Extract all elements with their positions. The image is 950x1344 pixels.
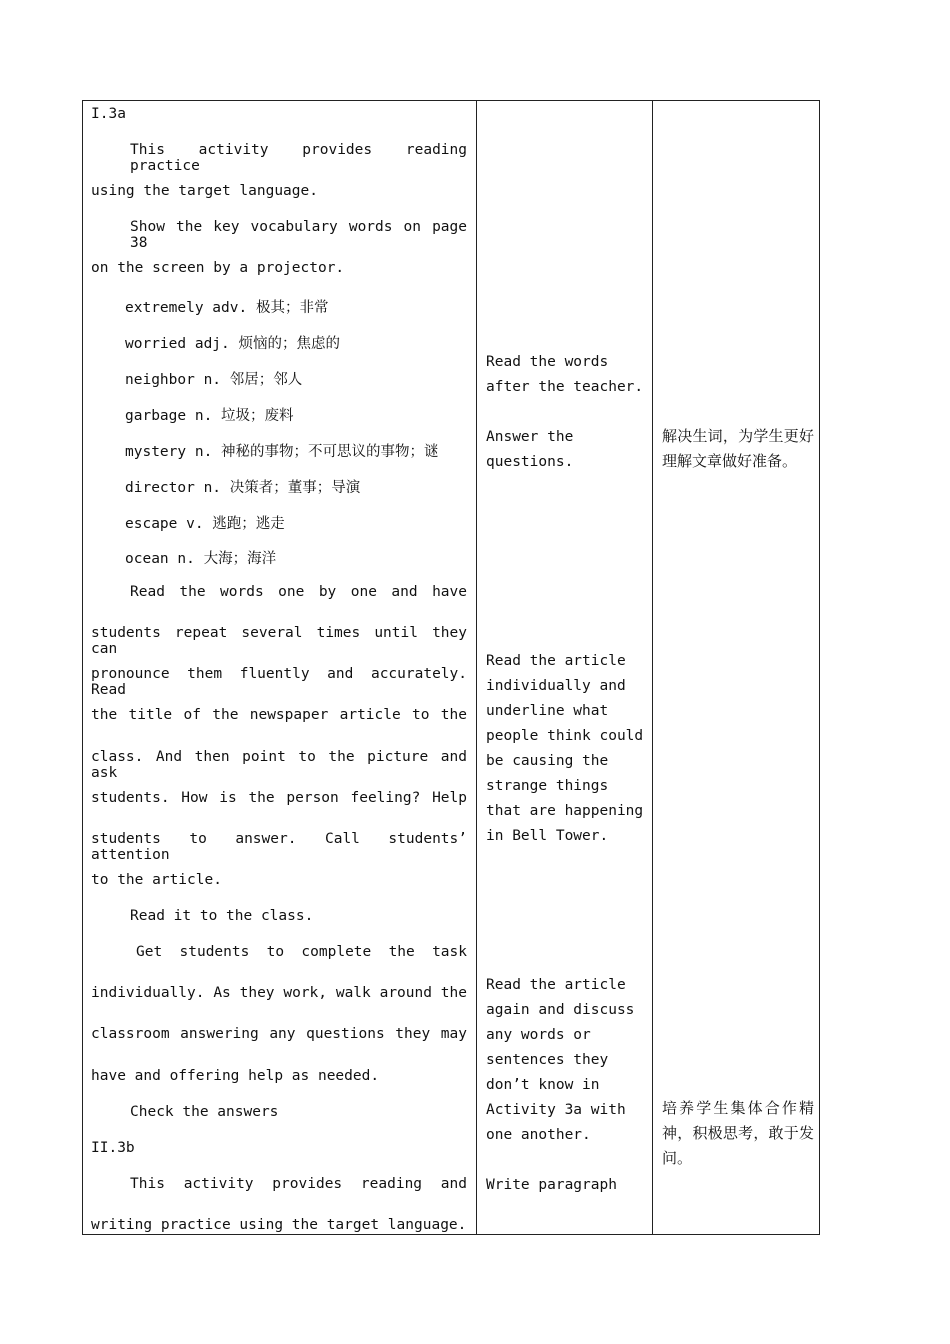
- student-activity: Read the words after the teacher. Answer the questions.: [486, 354, 644, 470]
- paragraph-line: on the screen by a projector.: [91, 260, 345, 276]
- paragraph-line: the title of the newspaper article to the: [91, 707, 467, 723]
- paragraph-line: writing practice using the target language.: [91, 1217, 467, 1233]
- column-divider: [476, 101, 477, 1234]
- vocab-item: neighbor n. 邻居；邻人: [125, 372, 303, 388]
- student-activity: Read the article individually and underline what people think could be causing the strange things that are happening in Bell Tower.: [486, 653, 644, 844]
- paragraph-line: to the article.: [91, 872, 222, 888]
- design-intent-note: 培养学生集体合作精神，积极思考，敢于发问。: [662, 1099, 814, 1167]
- lesson-plan-table: [82, 100, 820, 1235]
- paragraph-line: Check the answers: [130, 1104, 279, 1120]
- section-heading: II.3b: [91, 1140, 135, 1156]
- paragraph-line: This activity provides reading practice: [130, 142, 467, 174]
- paragraph-line: students to answer. Call students’ attention: [91, 831, 467, 863]
- paragraph-line: Get students to complete the task: [136, 944, 467, 960]
- paragraph-line: classroom answering any questions they may: [91, 1026, 467, 1042]
- paragraph-line: Show the key vocabulary words on page 38: [130, 219, 467, 251]
- student-activity: Read the article again and discuss any words or sentences they don’t know in Activity 3a with one another. Write paragraph: [486, 977, 635, 1193]
- vocab-item: extremely adv. 极其；非常: [125, 300, 329, 316]
- paragraph-line: students. How is the person feeling? Help: [91, 790, 467, 806]
- paragraph-line: Read the words one by one and have: [130, 584, 467, 600]
- vocab-item: worried adj. 烦恼的；焦虑的: [125, 336, 340, 352]
- paragraph-line: individually. As they work, walk around the: [91, 985, 467, 1001]
- vocab-item: garbage n. 垃圾；废料: [125, 408, 294, 424]
- paragraph-line: students repeat several times until they can: [91, 625, 467, 657]
- column-divider: [652, 101, 653, 1234]
- paragraph-line: This activity provides reading and: [130, 1176, 467, 1192]
- vocab-item: mystery n. 神秘的事物；不可思议的事物；谜: [125, 444, 439, 460]
- paragraph-line: pronounce them fluently and accurately. Read: [91, 666, 467, 698]
- section-heading: I.3a: [91, 106, 126, 122]
- vocab-item: escape v. 逃跑；逃走: [125, 516, 285, 532]
- paragraph-line: have and offering help as needed.: [91, 1068, 380, 1084]
- vocab-item: director n. 决策者；董事；导演: [125, 480, 361, 496]
- paragraph-line: class. And then point to the picture and ask: [91, 749, 467, 781]
- vocab-item: ocean n. 大海；海洋: [125, 551, 277, 567]
- design-intent-note: 解决生词，为学生更好理解文章做好准备。: [662, 427, 814, 470]
- paragraph-line: using the target language.: [91, 183, 318, 199]
- paragraph-line: Read it to the class.: [130, 908, 314, 924]
